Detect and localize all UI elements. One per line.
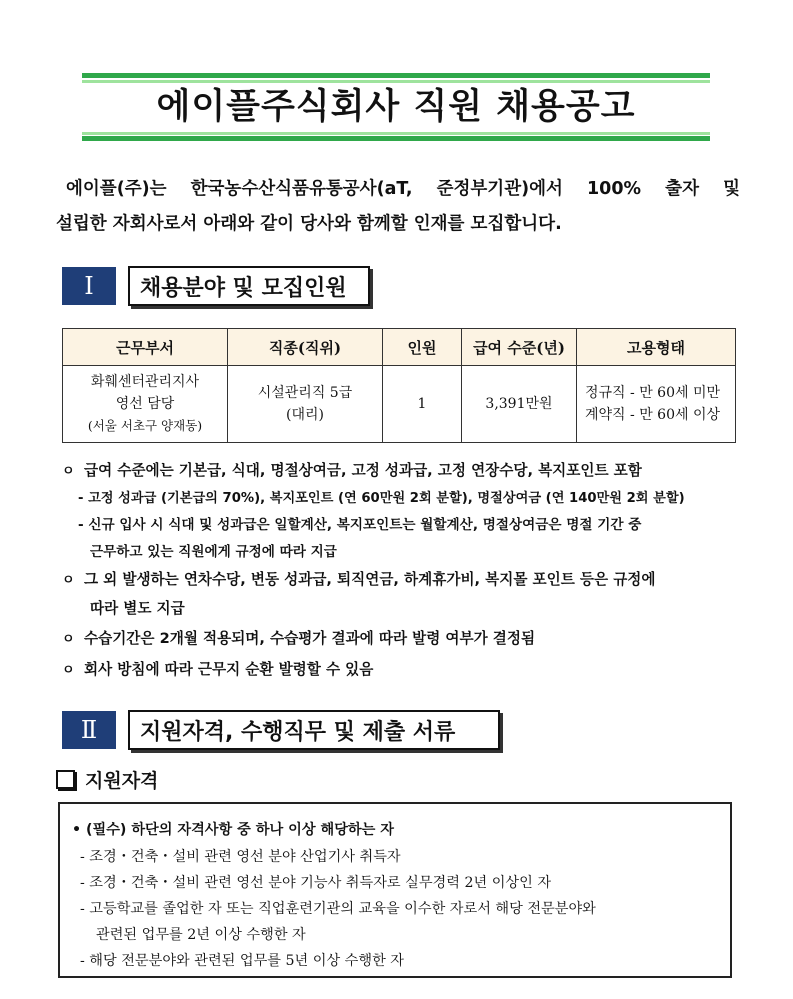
note-sub: - 신규 입사 시 식대 및 성과급은 일할계산, 복지포인트는 월할계산, 명절상여금은 명절 기간 중 — [78, 517, 642, 533]
list-item: - 해당 전문분야와 관련된 업무를 5년 이상 수행한 자 — [80, 953, 405, 969]
note-text: 회사 방침에 따라 근무지 순환 발령할 수 있음 — [84, 661, 374, 678]
cell-dept — [63, 366, 228, 443]
cell-salary: 3,391만원 — [462, 366, 577, 443]
col-type: 고용형태 — [577, 329, 736, 366]
type-line-1: 정규직 - 만 60세 미만 — [585, 385, 721, 401]
checkbox-icon — [56, 770, 75, 789]
list-item: - 고등학교를 졸업한 자 또는 직업훈련기관의 교육을 이수한 자로서 해당 전문분야와 — [80, 901, 596, 917]
bullet-icon: ㅇ — [62, 464, 75, 479]
list-item-cont: 관련된 업무를 2년 이상 수행한 자 — [96, 927, 306, 943]
table-header-row — [63, 329, 736, 366]
qualification-heading-text: 지원자격 — [85, 770, 159, 792]
section-1-header — [62, 266, 370, 306]
intro-line-2: 설립한 자회사로서 아래와 같이 당사와 함께할 인재를 모집합니다. — [56, 214, 562, 234]
table-row — [63, 366, 736, 443]
section-2-header — [62, 710, 500, 750]
qualification-box-head: • (필수) 하단의 자격사항 중 하나 이상 해당하는 자 — [72, 822, 394, 838]
cell-type — [577, 366, 736, 443]
job-line-1: 시설관리직 5급 — [257, 385, 353, 401]
note-item — [62, 655, 742, 686]
intro-paragraph — [56, 172, 740, 242]
dept-line-3: (서울 서초구 양재동) — [87, 418, 203, 433]
col-dept: 근무부서 — [63, 329, 228, 366]
salary-notes — [62, 457, 742, 686]
section-2-title: 지원자격, 수행직무 및 제출 서류 — [128, 710, 500, 750]
col-job: 직종(직위) — [228, 329, 383, 366]
list-item: - 조경・건축・설비 관련 영선 분야 산업기사 취득자 — [80, 849, 401, 865]
type-line-2: 계약직 - 만 60세 이상 — [585, 407, 721, 423]
qualification-heading — [56, 766, 158, 793]
dept-line-1: 화훼센터관리지사 — [90, 374, 200, 390]
title-rule-bottom-light — [82, 132, 710, 135]
job-line-2: (대리) — [286, 407, 324, 423]
title-banner — [82, 70, 710, 142]
section-2-number: Ⅱ — [62, 711, 116, 749]
cell-job — [228, 366, 383, 443]
recruitment-table — [62, 328, 736, 443]
section-1-number: Ⅰ — [62, 267, 116, 305]
title-rule-top-light — [82, 80, 710, 83]
bullet-icon: ㅇ — [62, 632, 75, 647]
list-item: - 조경・건축・설비 관련 영선 분야 기능사 취득자로 실무경력 2년 이상인 자 — [80, 875, 552, 891]
cell-count: 1 — [383, 366, 462, 443]
note-item — [62, 624, 742, 655]
qualification-box — [58, 802, 732, 978]
bullet-icon: ㅇ — [62, 573, 75, 588]
intro-line-1: 에이플(주)는 한국농수산식품유통공사(aT, 준정부기관)에서 100% 출자 및 — [66, 179, 740, 199]
col-count: 인원 — [383, 329, 462, 366]
bullet-icon: ㅇ — [62, 663, 75, 678]
note-item — [62, 457, 742, 485]
dept-line-2: 영선 담당 — [115, 396, 175, 412]
note-item — [62, 566, 742, 594]
note-text: 그 외 발생하는 연차수당, 변동 성과급, 퇴직연금, 하계휴가비, 복지몰 포인트 등은 규정에 — [84, 571, 656, 588]
note-text: 수습기간은 2개월 적용되며, 수습평가 결과에 따라 발령 여부가 결정됨 — [84, 630, 536, 647]
note-cont: 따라 별도 지급 — [90, 600, 185, 617]
section-1-title: 채용분야 및 모집인원 — [128, 266, 370, 306]
note-sub: - 고정 성과급 (기본급의 70%), 복지포인트 (연 60만원 2회 분할), 명절상여금 (연 140만원 2회 분할) — [78, 491, 685, 506]
page-title: 에이플주식회사 직원 채용공고 — [156, 87, 636, 127]
title-rule-top-dark — [82, 73, 710, 78]
col-salary: 급여 수준(년) — [462, 329, 577, 366]
note-text: 급여 수준에는 기본급, 식대, 명절상여금, 고정 성과급, 고정 연장수당, 복지포인트 포함 — [84, 462, 642, 479]
note-sub-cont: 근무하고 있는 직원에게 규정에 따라 지급 — [90, 544, 337, 560]
title-rule-bottom-dark — [82, 136, 710, 141]
